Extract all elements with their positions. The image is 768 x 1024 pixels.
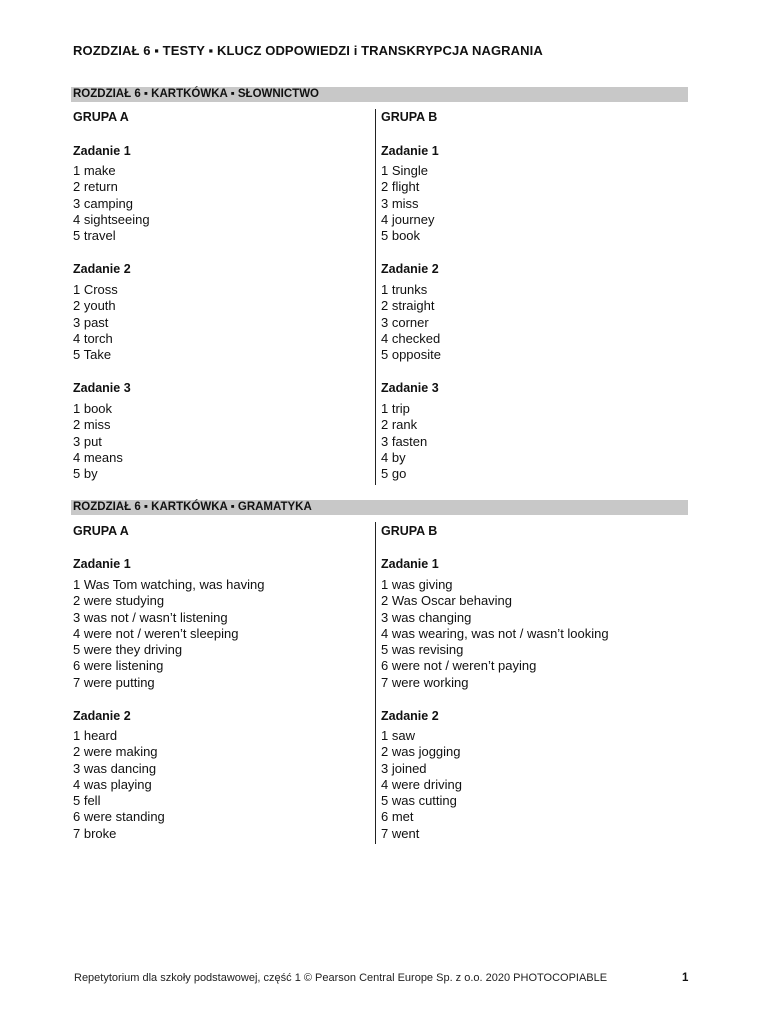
answer-list bbox=[381, 401, 427, 482]
answer-item: 5 by bbox=[73, 466, 98, 482]
answer-item: 6 were not / weren’t paying bbox=[381, 658, 537, 674]
answer-item: 2 straight bbox=[381, 298, 435, 314]
answer-item: 4 were driving bbox=[381, 776, 462, 792]
answer-item: 6 met bbox=[381, 809, 414, 825]
answer-item: 3 fasten bbox=[381, 433, 428, 449]
answer-item: 5 travel bbox=[73, 228, 116, 244]
answer-item: 1 make bbox=[73, 163, 116, 178]
task-label: Zadanie 1 bbox=[381, 557, 439, 571]
task-label: Zadanie 2 bbox=[381, 262, 439, 276]
answer-item: 4 checked bbox=[381, 330, 441, 346]
task-label: Zadanie 3 bbox=[381, 381, 439, 395]
task-label: Zadanie 2 bbox=[381, 709, 439, 723]
answer-item: 2 flight bbox=[381, 179, 420, 195]
answer-item: 5 was revising bbox=[381, 642, 464, 658]
answer-item: 1 Single bbox=[381, 163, 428, 178]
answer-list bbox=[381, 163, 434, 244]
group-b-label: GRUPA B bbox=[381, 524, 438, 538]
group-b-label: GRUPA B bbox=[381, 110, 438, 124]
answer-item: 1 saw bbox=[381, 728, 415, 743]
answer-list bbox=[381, 728, 462, 842]
answer-item: 5 fell bbox=[73, 793, 101, 809]
answer-item: 1 trunks bbox=[381, 282, 428, 297]
answer-item: 2 rank bbox=[381, 417, 418, 433]
answer-item: 1 trip bbox=[381, 401, 410, 416]
answer-list bbox=[73, 282, 118, 363]
answer-item: 3 was not / wasn’t listening bbox=[73, 609, 228, 625]
group-a-label: GRUPA A bbox=[73, 110, 129, 124]
answer-item: 2 was jogging bbox=[381, 744, 461, 760]
answer-item: 2 were making bbox=[73, 744, 158, 760]
answer-item: 3 put bbox=[73, 433, 102, 449]
task-label: Zadanie 2 bbox=[73, 262, 131, 276]
answer-item: 3 corner bbox=[381, 314, 429, 330]
page-title: ROZDZIAŁ 6 ▪ TESTY ▪ KLUCZ ODPOWIEDZI i TRANSKRYPCJA NAGRANIA bbox=[73, 43, 543, 58]
answer-list bbox=[381, 282, 441, 363]
answer-item: 3 was dancing bbox=[73, 760, 157, 776]
footer-text: Repetytorium dla szkoły podstawowej, część 1 © Pearson Central Europe Sp. z o.o. 2020 PHOTOCOPIABLE bbox=[74, 972, 608, 984]
answer-item: 1 heard bbox=[73, 728, 118, 743]
answer-item: 1 Cross bbox=[73, 282, 118, 297]
answer-item: 7 were putting bbox=[73, 674, 155, 690]
answer-item: 4 means bbox=[73, 449, 123, 465]
answer-list bbox=[73, 163, 150, 244]
answer-item: 1 book bbox=[73, 401, 113, 416]
answer-item: 4 sightseeing bbox=[73, 211, 150, 227]
answer-item: 2 miss bbox=[73, 417, 111, 433]
answer-item: 2 Was Oscar behaving bbox=[381, 593, 513, 609]
answer-list bbox=[73, 577, 264, 691]
column-divider-vocabulary bbox=[375, 109, 376, 485]
answer-item: 5 were they driving bbox=[73, 642, 183, 658]
answer-list bbox=[73, 401, 123, 482]
answer-list bbox=[381, 577, 609, 691]
section-heading-grammar: ROZDZIAŁ 6 ▪ KARTKÓWKA ▪ GRAMATYKA bbox=[71, 500, 688, 515]
answer-list bbox=[73, 728, 165, 842]
answer-item: 5 book bbox=[381, 228, 421, 244]
answer-item: 2 youth bbox=[73, 298, 116, 314]
answer-item: 5 opposite bbox=[381, 347, 441, 363]
page-number: 1 bbox=[682, 972, 689, 984]
answer-item: 5 was cutting bbox=[381, 793, 457, 809]
answer-item: 3 camping bbox=[73, 195, 133, 211]
answer-item: 6 were standing bbox=[73, 809, 165, 825]
answer-item: 1 Was Tom watching, was having bbox=[73, 577, 265, 592]
answer-item: 7 broke bbox=[73, 825, 117, 841]
answer-item: 2 return bbox=[73, 179, 118, 195]
answer-item: 4 journey bbox=[381, 211, 435, 227]
answer-item: 3 joined bbox=[381, 760, 427, 776]
section-heading-vocabulary: ROZDZIAŁ 6 ▪ KARTKÓWKA ▪ SŁOWNICTWO bbox=[71, 87, 688, 102]
answer-item: 4 was playing bbox=[73, 776, 152, 792]
answer-item: 7 were working bbox=[381, 674, 469, 690]
task-label: Zadanie 3 bbox=[73, 381, 131, 395]
answer-item: 1 was giving bbox=[381, 577, 453, 592]
answer-item: 4 was wearing, was not / wasn’t looking bbox=[381, 625, 609, 641]
answer-item: 3 miss bbox=[381, 195, 419, 211]
answer-item: 5 Take bbox=[73, 347, 112, 363]
answer-item: 3 past bbox=[73, 314, 109, 330]
task-label: Zadanie 1 bbox=[73, 557, 131, 571]
task-label: Zadanie 2 bbox=[73, 709, 131, 723]
answer-item: 3 was changing bbox=[381, 609, 472, 625]
task-label: Zadanie 1 bbox=[73, 144, 131, 158]
answer-item: 4 by bbox=[381, 449, 406, 465]
answer-item: 4 torch bbox=[73, 330, 113, 346]
answer-item: 5 go bbox=[381, 466, 407, 482]
answer-item: 2 were studying bbox=[73, 593, 165, 609]
answer-item: 7 went bbox=[381, 825, 420, 841]
task-label: Zadanie 1 bbox=[381, 144, 439, 158]
answer-item: 4 were not / weren’t sleeping bbox=[73, 625, 239, 641]
column-divider-grammar bbox=[375, 522, 376, 844]
group-a-label: GRUPA A bbox=[73, 524, 129, 538]
answer-item: 6 were listening bbox=[73, 658, 164, 674]
